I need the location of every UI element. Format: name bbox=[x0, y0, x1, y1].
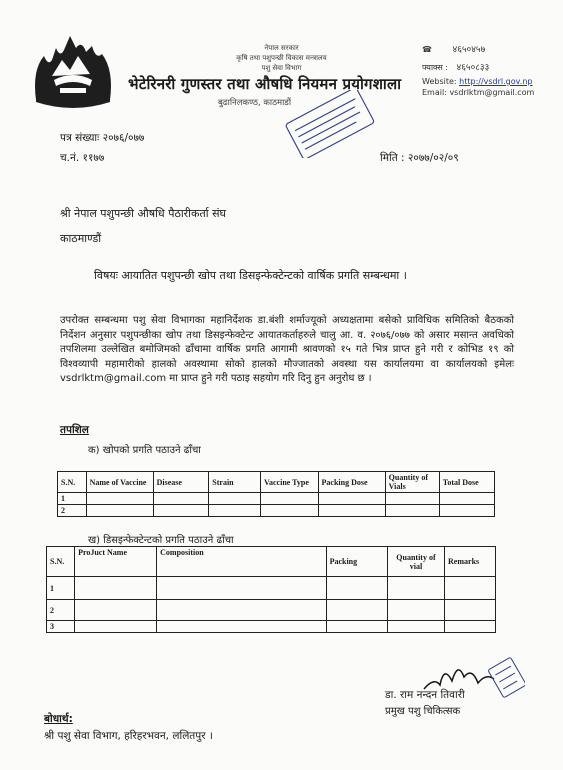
fax-number: ४६५०८३३ bbox=[456, 63, 490, 73]
cc-recipient: श्री पशु सेवा विभाग, हरिहरभवन, ललितपुर । bbox=[44, 730, 213, 742]
table-header-cell: Vaccine Type bbox=[260, 472, 318, 493]
table-header-cell: Composition bbox=[157, 547, 326, 577]
table-cell bbox=[439, 505, 494, 517]
lab-title: भेटेरिनरी गुणस्तर तथा औषधि नियमन प्रयोगशाला bbox=[128, 75, 402, 93]
disinfectant-progress-table bbox=[46, 546, 496, 633]
table-cell bbox=[387, 621, 444, 633]
subject-line: विषयः आयातित पशुपन्छी खोप तथा डिसइन्फेक्टेन्टको वार्षिक प्रगति सम्बन्धमा । bbox=[94, 269, 407, 282]
table-cell bbox=[157, 577, 326, 600]
table-row bbox=[47, 577, 496, 600]
table-header-cell: Quantity of Vials bbox=[385, 472, 439, 493]
table-header-cell: Disease bbox=[153, 472, 209, 493]
table-cell bbox=[387, 577, 444, 600]
table1-caption: क) खोपको प्रगति पठाउने ढाँचा bbox=[88, 445, 201, 456]
table-header-row bbox=[47, 547, 496, 577]
table-header-cell: Name of Vaccine bbox=[86, 472, 153, 493]
table-cell bbox=[209, 505, 261, 517]
table-cell bbox=[385, 505, 439, 517]
table-cell: 1 bbox=[58, 493, 87, 505]
table-cell bbox=[445, 621, 496, 633]
table-cell bbox=[387, 600, 444, 621]
table-cell bbox=[86, 493, 153, 505]
header-govt: नेपाल सरकार bbox=[264, 44, 299, 52]
table-header-row bbox=[58, 472, 495, 493]
letter-date: मिति : २०७७/०२/०९ bbox=[380, 152, 459, 164]
table-row bbox=[58, 505, 495, 517]
table-cell bbox=[153, 493, 209, 505]
website-label: Website: bbox=[422, 77, 457, 86]
email-link[interactable]: vsdrlktm@gmail.com bbox=[449, 88, 535, 97]
table-cell bbox=[439, 493, 494, 505]
table-cell bbox=[86, 505, 153, 517]
dispatch-number: च.नं. ११७७ bbox=[60, 152, 105, 164]
table-cell: 2 bbox=[58, 505, 87, 517]
recipient-name: श्री नेपाल पशुपन्छी औषधि पैठारीकर्ता संघ bbox=[60, 207, 227, 220]
email-line bbox=[422, 88, 534, 97]
table-cell bbox=[445, 577, 496, 600]
body-paragraph: उपरोक्त सम्बन्धमा पशु सेवा विभागका महानिर्देशक डा.बंशी शर्माज्यूको अध्यक्षतामा बसेको प्राविधिक समितिको बैठकको निर्देशन अनुसार पशुपन्छीका खोप तथा डिसइन्फेक्टेन्ट आयातकर्ताहरुले चालु आ. व. २०७६/०७७ को असार मसान्त अवधिको तपशिलमा उल्लेखित बमोजिमको ढाँचामा वार्षिक प्रगति आगामी श्रावणको १५ गते भित्र प्राप्त हुने गरी र कोभिड १९ को विश्वव्यापी महामारीको हालको अवस्थामा सोको हालको मौज्जातको अवस्था यस कार्यालयमा वा कार्यालयको इमेलः vsdrlktm@gmail.com मा प्राप्त हुने गरी पठाइ सहयोग गरि दिनु हुन अनुरोध छ । bbox=[60, 315, 514, 384]
phone-line bbox=[422, 42, 485, 55]
table-row bbox=[58, 493, 495, 505]
table-cell bbox=[75, 621, 157, 633]
header-ministry: कृषि तथा पशुपन्छी विकास मन्त्रालय bbox=[236, 54, 327, 62]
lab-address: बुढानिलकण्ठ, काठमाडौं bbox=[218, 98, 292, 108]
table-header-cell: Quantity of vial bbox=[387, 547, 444, 577]
fax-line bbox=[422, 60, 489, 73]
email-label: Email: bbox=[422, 88, 447, 97]
table-cell: 2 bbox=[47, 600, 75, 621]
table2-caption: ख) डिसइन्फेक्टेन्टको प्रगति पठाउने ढाँचा bbox=[88, 535, 234, 546]
recipient-place: काठमाण्डौं bbox=[60, 232, 102, 245]
website-link[interactable]: http://vsdrl.gov.np bbox=[459, 77, 533, 86]
vaccine-progress-table bbox=[57, 471, 495, 517]
table-cell bbox=[75, 600, 157, 621]
website-line bbox=[422, 77, 532, 86]
table-cell bbox=[318, 505, 385, 517]
table-cell bbox=[75, 577, 157, 600]
table-header-cell: Packing Dose bbox=[318, 472, 385, 493]
header-department: पशु सेवा विभाग bbox=[261, 64, 302, 72]
letter-number: पत्र संख्याः २०७६/०७७ bbox=[60, 132, 145, 144]
phone-number: ४६५०४५७ bbox=[452, 45, 486, 55]
fax-label: फ्याक्स : bbox=[422, 63, 448, 72]
table-row bbox=[47, 621, 496, 633]
table-cell: 1 bbox=[47, 577, 75, 600]
table-cell bbox=[445, 600, 496, 621]
table-cell bbox=[326, 621, 387, 633]
table-cell bbox=[153, 505, 209, 517]
table-cell bbox=[260, 493, 318, 505]
table-header-cell: Remarks bbox=[445, 547, 496, 577]
table-cell bbox=[157, 621, 326, 633]
table-cell: 3 bbox=[47, 621, 75, 633]
table-header-cell: S.N. bbox=[47, 547, 75, 577]
table-header-cell: ProJuct Name bbox=[75, 547, 157, 577]
table-cell bbox=[318, 493, 385, 505]
table-cell bbox=[157, 600, 326, 621]
signatory-title: प्रमुख पशु चिकित्सक bbox=[385, 706, 461, 717]
table-header-cell: Total Dose bbox=[439, 472, 494, 493]
phone-icon: ☎ bbox=[422, 45, 432, 54]
table-cell bbox=[260, 505, 318, 517]
tapsil-heading: तपशिल bbox=[60, 424, 89, 436]
table-header-cell: Packing bbox=[326, 547, 387, 577]
table-cell bbox=[385, 493, 439, 505]
table-row bbox=[47, 600, 496, 621]
office-stamp bbox=[280, 90, 378, 158]
cc-label: बोधार्थ: bbox=[44, 713, 73, 725]
signatory-name: डा. राम नन्दन तिवारी bbox=[385, 689, 465, 701]
table-cell bbox=[209, 493, 261, 505]
table-cell bbox=[326, 577, 387, 600]
table-header-cell: S.N. bbox=[58, 472, 87, 493]
table-header-cell: Strain bbox=[209, 472, 261, 493]
table-cell bbox=[326, 600, 387, 621]
